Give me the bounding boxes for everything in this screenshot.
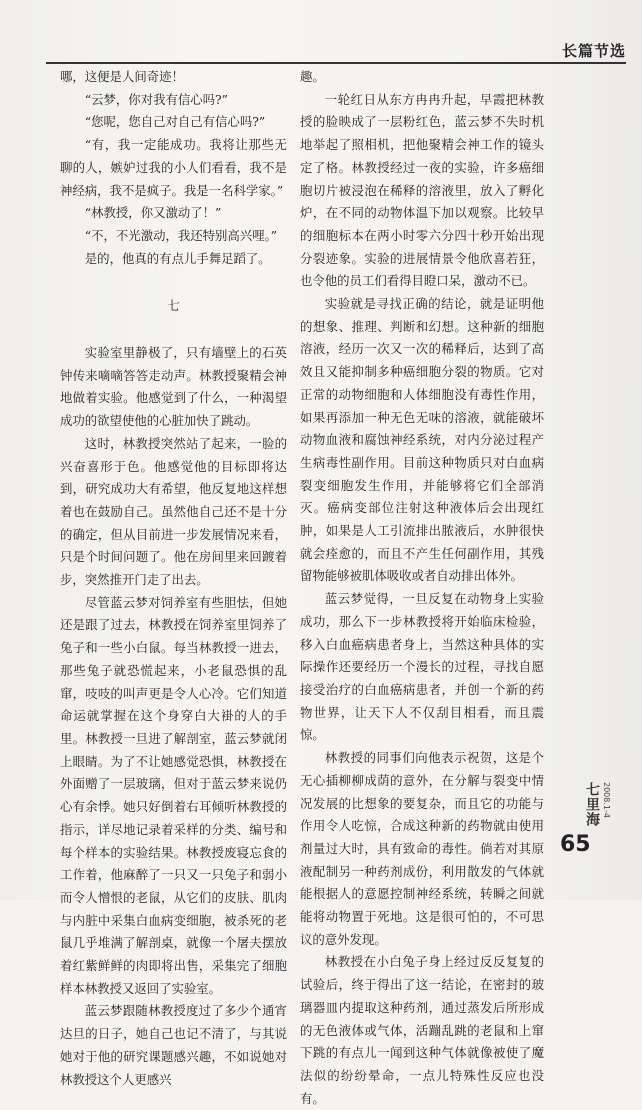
paragraph: 林教授的同事们向他表示祝贺，这是个无心插柳柳成荫的意外，在分解与裂变中情况发展的比想象的要复杂，而且它的功能与作用令人吃惊，合成这种新的药物就由使用剂量过大时，具有致命的毒性。倘若对其原液配制另一种药剂成份，利用散发的气体就能根据人的意愿控制神经系统，转瞬之间就能将动物置于死地。这是很可怕的，不可思议的意外发现。 [300,750,544,947]
paragraph: “有，我一定能成功。我将让那些无聊的人，嫉妒过我的小人们看看，我不是神经病，我不是疯子。我是一名科学家。” [60,137,287,198]
paragraph: 是的，他真的有点儿手舞足蹈了。 [84,250,271,266]
section-number: 七 [167,298,180,314]
magazine-name: 七里海 [584,782,600,827]
paragraph: “林教授，你又激动了！” [84,205,222,221]
paragraph: 实验室里静极了，只有墙壁上的石英钟传来嘀嘀答答走动声。林教授聚精会神地做着实验。他感觉到了什么，一种渴望成功的欲望使他的心脏加快了跳动。 [60,345,287,429]
paragraph: “云梦，你对我有信心吗?” [84,91,229,107]
paragraph: 实验就是寻找正确的结论，就是证明他的想象、推理、判断和幻想。这种新的细胞溶液，经历一次又一次的稀释后，达到了高效且又能抑制多种癌细胞分裂的物质。它对正常的动物细胞和人体细胞没有毒性作用，如果再添加一种无色无味的溶液，就能破坏动物血液和腐蚀神经系统，对内分泌过程产生病毒性副作用。目前这种物质只对白血病裂变细胞发生作用，并能够将它们全部消灭。癌病变部位注射这种液体后会出现红肿，如果是人工引流排出脓液后，水肿很快就会痊愈的，而且不产生任何副作用，其残留物能够被肌体吸收或者自动排出体外。 [300,296,544,584]
paragraph: 尽管蓝云梦对饲养室有些胆怯，但她还是跟了过去，林教授在饲养室里饲养了兔子和一些小白鼠。每当林教授一进去，那些兔子就恐慌起来，小老鼠恐惧的乱窜，吱吱的叫声更是令人心冷。它们知道命运就掌握在这个身穿白大褂的人的手里。林教授一旦进了解剖室，蓝云梦就闭上眼睛。为了不让她感觉恐惧，林教授在外面赠了一层玻璃，但对于蓝云梦来说仍心有余悸。她只好倒着右耳倾听林教授的指示，详尽地记录着采样的分类、编号和每个样本的实验结果。林教授废寝忘食的工作着，他麻醉了一只又一只兔子和弱小而令人憎恨的老鼠，从它们的皮肤、肌肉与内脏中采集白血病变细胞，被杀死的老鼠几乎堆满了解剖桌，就像一个屠夫摆放着红紫鲜鲜的肉即将出售，采集完了细胞样本林教授又返回了实验室。 [60,594,287,996]
page-number: 65 [560,832,591,857]
paragraph: 蓝云梦跟随林教授度过了多少个通宵达旦的日子，她自己也记不清了，与其说她对于他的研究课题感兴趣，不如说她对林教授这个人更感兴 [60,1003,287,1087]
paragraph: 趣。 [300,69,325,84]
issue-label: 2008.1-4 [602,782,611,818]
paragraph: 这时，林教授突然站了起来，一脸的兴奋喜形于色。他感觉他的目标即将达到，研究成功大有希望，他反复地这样想着也在鼓励自己。虽然他自己还不是十分的确定，但从目前进一步发展情况来看，只是个时间问题了。他在房间里来回踱着步，突然推开门走了出去。 [60,435,287,588]
section-header-label: 长篇节选 [561,42,626,60]
paragraph: 哪，这便是人间奇迹！ [60,69,184,84]
paragraph: “您呢，您自己对自己有信心吗?” [84,114,266,130]
paragraph: “不，不光激动，我还特别高兴哩。” [84,227,278,243]
left-text-column [60,66,287,1091]
paragraph: 一轮红日从东方冉冉升起，早霞把林教授的脸映成了一层粉红色，蓝云梦不失时机地举起了照相机，把他聚精会神工作的镜头定了格。林教授经过一夜的实验，许多癌细胞切片被浸泡在稀释的溶液里，放入了孵化炉，在不同的动物体温下加以观察。比较早的细胞标本在两小时零六分四十秒开始出现分裂迹象。实验的进展情景令他欣喜若狂，也令他的员工们看得目瞪口呆，激动不已。 [300,91,544,289]
right-text-column [300,66,544,1110]
paragraph: 林教授在小白兔子身上经过反反复复的试验后，终于得出了这一结论，在密封的玻璃器皿内提取这种药剂，通过蒸发后所形成的无色液体或气体，活蹦乱跳的老鼠和上窜下跳的有点儿一闻到这种气体就像被使了魔法似的纷纷晕命，一点儿特殊性反应也没有。 [300,954,544,1106]
paragraph: 蓝云梦觉得，一旦反复在动物身上实验成功，那么下一步林教授将开始临床检验，移入白血癌病患者身上，当然这种具体的实际操作还要经历一个漫长的过程，寻找自愿接受治疗的白血癌病患者，并创一个新的药物世界，让天下人不仅刮目相看，而且震惊。 [300,591,544,743]
header-rule [46,62,626,64]
